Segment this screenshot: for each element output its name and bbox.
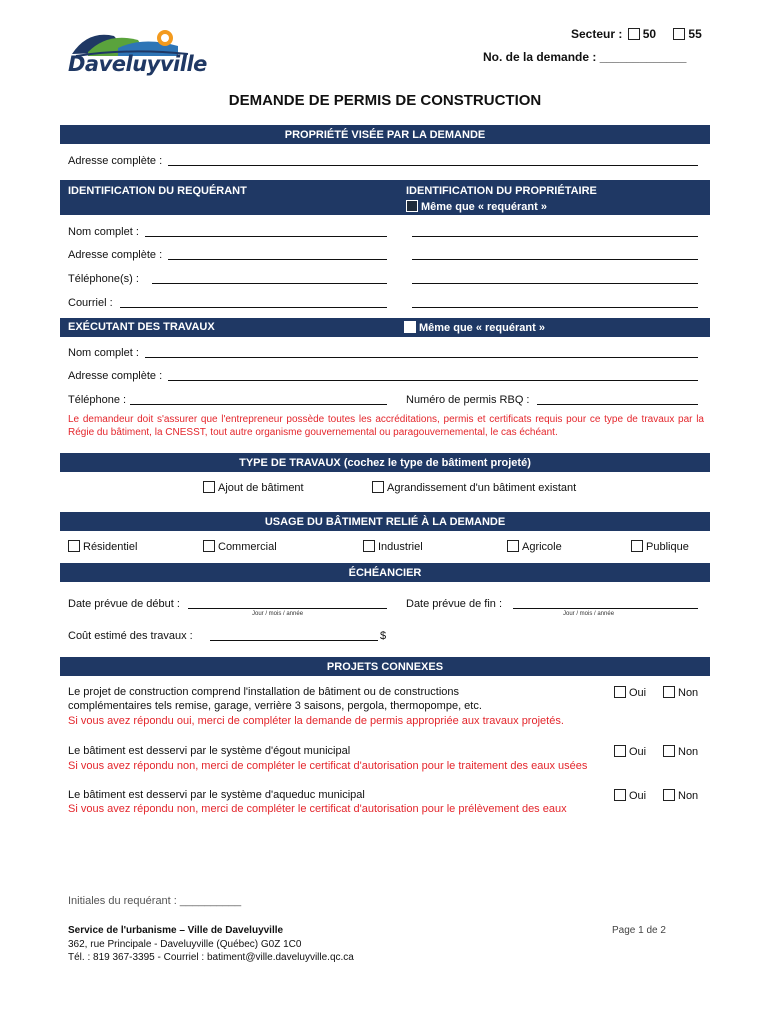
secteur-55-label: 55 (688, 27, 702, 41)
date-debut-label: Date prévue de début : (68, 598, 180, 610)
section-usage: USAGE DU BÂTIMENT RELIÉ À LA DEMANDE (60, 512, 710, 531)
usage-residentiel[interactable] (68, 540, 137, 554)
requerant-adresse-label: Adresse complète : (68, 249, 163, 261)
projet1-oui-label: Oui (629, 687, 647, 699)
projet2-note: Si vous avez répondu non, merci de compléter le certificat d'autorisation pour le traitement des eaux usées (68, 760, 588, 772)
executant-same-checkbox[interactable] (404, 321, 416, 333)
projet1-text2: complémentaires tels remise, garage, verrière 3 saisons, pergola, thermopompe, etc. (68, 700, 482, 712)
projet2-non[interactable] (663, 745, 698, 759)
date-debut-hint: Jour / mois / année (252, 611, 304, 617)
projet1-oui-checkbox[interactable] (614, 686, 626, 698)
projet2-non-checkbox[interactable] (663, 745, 675, 757)
usage-industriel-checkbox[interactable] (363, 540, 375, 552)
executant-rbq-field[interactable] (537, 404, 698, 405)
cout-label: Coût estimé des travaux : (68, 630, 193, 642)
proprietaire-nom-field[interactable] (412, 236, 698, 237)
date-fin-hint: Jour / mois / année (563, 611, 615, 617)
projet3-oui-checkbox[interactable] (614, 789, 626, 801)
cout-unit: $ (380, 630, 387, 642)
type-option-ajout[interactable] (203, 481, 304, 495)
footer-address: 362, rue Principale - Daveluyville (Québec) G0Z 1C0 (68, 939, 302, 950)
proprietaire-courriel-field[interactable] (412, 307, 698, 308)
section-identification (60, 180, 710, 215)
footer-contact: Tél. : 819 367-3395 - Courriel : batiment@ville.daveluyville.qc.ca (68, 952, 354, 963)
date-fin-field[interactable] (513, 608, 698, 609)
projet2-non-label: Non (678, 746, 699, 758)
projet3-oui[interactable] (614, 789, 646, 803)
usage-publique[interactable] (631, 540, 689, 554)
projet1-oui[interactable] (614, 686, 646, 700)
projet3-text1: Le bâtiment est desservi par le système d'aqueduc municipal (68, 789, 365, 801)
usage-agricole-label: Agricole (522, 541, 562, 553)
executant-same-row (404, 321, 545, 335)
projet2-text1: Le bâtiment est desservi par le système d'égout municipal (68, 745, 351, 757)
usage-residentiel-checkbox[interactable] (68, 540, 80, 552)
usage-agricole-checkbox[interactable] (507, 540, 519, 552)
proprietaire-same-label: Même que « requérant » (421, 201, 547, 213)
secteur-50-checkbox[interactable] (628, 28, 640, 40)
usage-industriel-label: Industriel (378, 541, 423, 553)
proprietaire-heading: IDENTIFICATION DU PROPRIÉTAIRE (406, 185, 597, 197)
cout-field[interactable] (210, 640, 378, 641)
projet1-text1: Le projet de construction comprend l'installation de bâtiment ou de constructions (68, 686, 459, 698)
type-agrandissement-checkbox[interactable] (372, 481, 384, 493)
usage-agricole[interactable] (507, 540, 562, 554)
initiales-field[interactable]: Initiales du requérant : __________ (68, 895, 242, 907)
projet1-non-label: Non (678, 687, 699, 699)
projet2-oui-checkbox[interactable] (614, 745, 626, 757)
type-ajout-label: Ajout de bâtiment (218, 482, 304, 494)
usage-industriel[interactable] (363, 540, 423, 554)
executant-adresse-label: Adresse complète : (68, 370, 163, 382)
propriete-adresse-field[interactable] (168, 165, 698, 166)
footer-service: Service de l'urbanisme – Ville de Daveluyville (68, 925, 284, 936)
executant-rbq-label: Numéro de permis RBQ : (406, 394, 530, 406)
section-executant (60, 318, 710, 337)
executant-nom-label: Nom complet : (68, 347, 139, 359)
requerant-telephone-label: Téléphone(s) : (68, 273, 139, 285)
section-projets: PROJETS CONNEXES (60, 657, 710, 676)
executant-heading: EXÉCUTANT DES TRAVAUX (68, 321, 215, 333)
requerant-adresse-field[interactable] (168, 259, 387, 260)
projet1-non[interactable] (663, 686, 698, 700)
projet2-oui[interactable] (614, 745, 646, 759)
requerant-courriel-field[interactable] (120, 307, 387, 308)
proprietaire-same-row (406, 200, 547, 214)
section-propriete: PROPRIÉTÉ VISÉE PAR LA DEMANDE (60, 125, 710, 144)
executant-telephone-label: Téléphone : (68, 394, 127, 406)
projet2-oui-label: Oui (629, 746, 647, 758)
propriete-adresse-label: Adresse complète : (68, 155, 163, 167)
projet3-oui-label: Oui (629, 790, 647, 802)
date-debut-field[interactable] (188, 608, 387, 609)
executant-nom-field[interactable] (145, 357, 698, 358)
projet1-non-checkbox[interactable] (663, 686, 675, 698)
executant-same-label: Même que « requérant » (419, 322, 545, 334)
section-echeancier: ÉCHÉANCIER (60, 563, 710, 582)
proprietaire-same-checkbox[interactable] (406, 200, 418, 212)
secteur-label: Secteur : (571, 27, 623, 41)
executant-telephone-field[interactable] (130, 404, 387, 405)
footer-page-number: Page 1 de 2 (612, 925, 666, 936)
usage-commercial-checkbox[interactable] (203, 540, 215, 552)
usage-residentiel-label: Résidentiel (83, 541, 138, 553)
page-title: DEMANDE DE PERMIS DE CONSTRUCTION (228, 92, 542, 109)
proprietaire-telephone-field[interactable] (412, 283, 698, 284)
projet3-non-checkbox[interactable] (663, 789, 675, 801)
type-agrandissement-label: Agrandissement d'un bâtiment existant (387, 482, 577, 494)
type-option-agrandissement[interactable] (372, 481, 576, 495)
usage-commercial[interactable] (203, 540, 277, 554)
requerant-nom-field[interactable] (145, 236, 387, 237)
requerant-heading: IDENTIFICATION DU REQUÉRANT (68, 185, 247, 197)
projet1-note: Si vous avez répondu oui, merci de compléter la demande de permis appropriée aux travaux projetés. (68, 715, 564, 727)
usage-publique-checkbox[interactable] (631, 540, 643, 552)
section-type-travaux: TYPE DE TRAVAUX (cochez le type de bâtiment projeté) (60, 453, 710, 472)
executant-adresse-field[interactable] (168, 380, 698, 381)
usage-commercial-label: Commercial (218, 541, 277, 553)
demande-number[interactable]: No. de la demande : _____________ (483, 50, 687, 64)
projet3-non-label: Non (678, 790, 699, 802)
type-ajout-checkbox[interactable] (203, 481, 215, 493)
secteur-row (571, 28, 702, 41)
executant-notice: Le demandeur doit s'assurer que l'entrepreneur possède toutes les accréditations, permis et certificats requis pour ce type de travaux par la Régie du bâtiment, la CNESST, tout autre organisme gouvernemental ou paragouvernemental, le cas échéant. (68, 414, 704, 438)
projet3-note: Si vous avez répondu non, merci de compléter le certificat d'autorisation pour le prélèvement des eaux (68, 803, 567, 815)
date-fin-label: Date prévue de fin : (406, 598, 503, 610)
proprietaire-adresse-field[interactable] (412, 259, 698, 260)
requerant-nom-label: Nom complet : (68, 226, 139, 238)
logo-text: Daveluyville (68, 52, 207, 76)
town-logo (68, 22, 208, 84)
secteur-55-checkbox[interactable] (673, 28, 685, 40)
projet3-non[interactable] (663, 789, 698, 803)
usage-publique-label: Publique (646, 541, 689, 553)
secteur-50-label: 50 (642, 27, 657, 41)
requerant-telephone-field[interactable] (152, 283, 387, 284)
requerant-courriel-label: Courriel : (68, 297, 113, 309)
